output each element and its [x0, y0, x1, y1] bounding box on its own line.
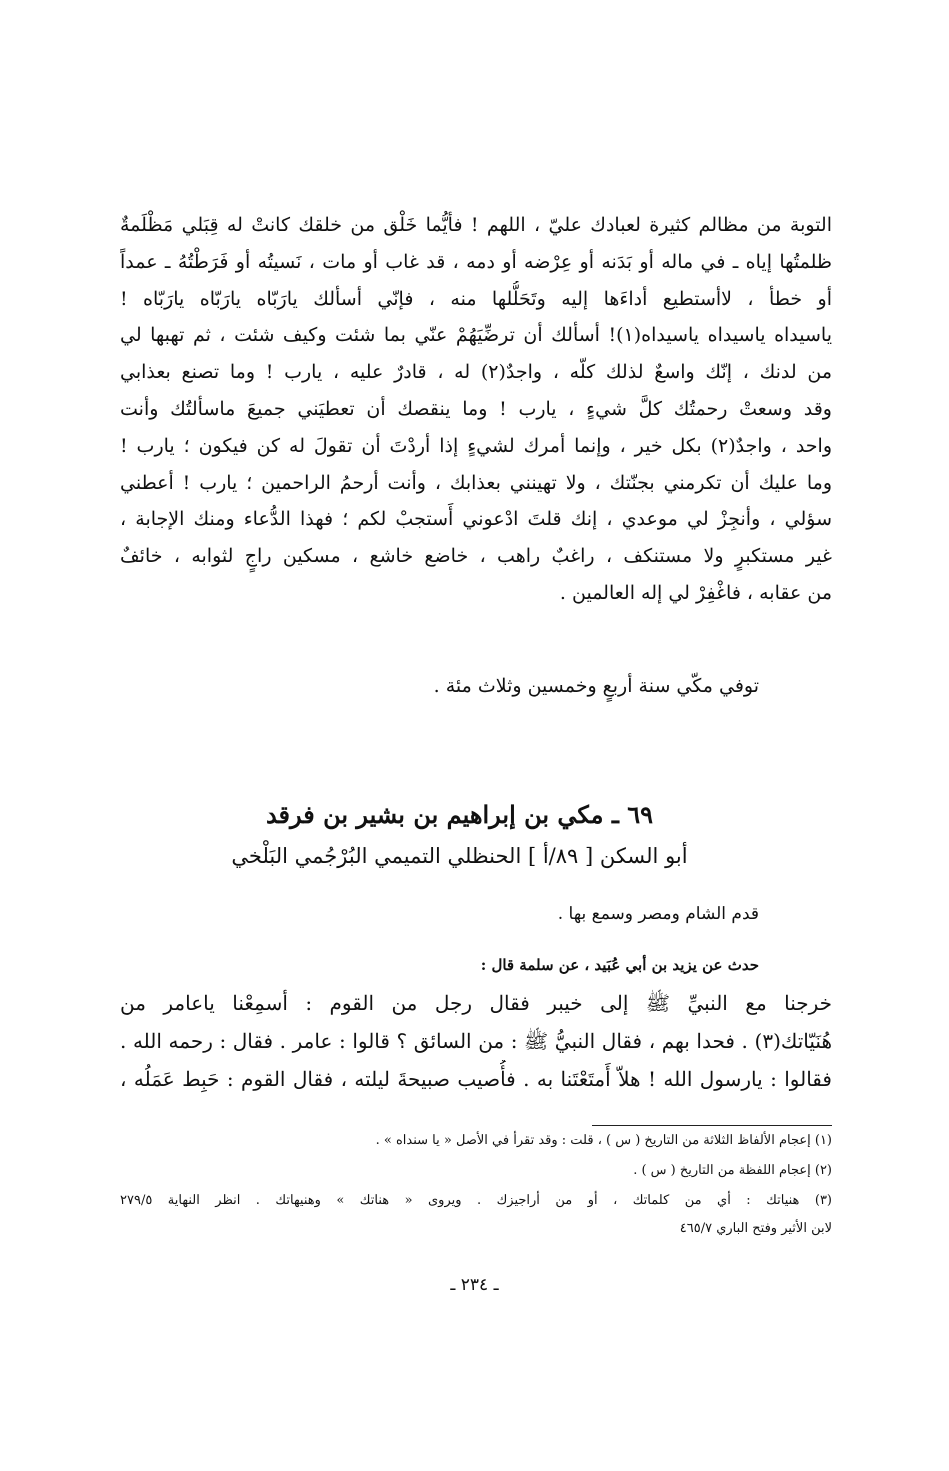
footnote-item: (٢) إعجام اللفظة من التاريخ ( س ) . — [633, 1163, 832, 1178]
hadith-paragraph — [120, 984, 832, 1098]
footnote-continuation: لابن الأثير وفتح الباري ٤٦٥/٧ — [679, 1221, 832, 1236]
footnote-item: (١) إعجام الألفاظ الثلاثة من التاريخ ( س ) ، قلت : وقد تقرأ في الأصل « يا سنداه » . — [375, 1133, 832, 1148]
paragraph-line: وقد وسعتْ رحمتُك كلَّ شيءٍ ، يارب ! وما ينقصك أن تعطيَني جميعَ ماسألتُك وأنت — [120, 397, 832, 420]
isnad-line: حدث عن يزيد بن أبي عُبَيد ، عن سلمة قال : — [480, 956, 759, 974]
paragraph-line: غير مستكبرٍ ولا مستنكف ، راغبٌ راهب ، خاضع خاشع ، مسكين راجٍ لثوابه ، خائفٌ — [120, 545, 832, 568]
hadith-line: خرجنا مع النبيِّ ﷺ إلى خيبر فقال رجل من القوم : أسمِعْنا ياعامر من — [120, 991, 832, 1015]
entry-note: قدم الشام ومصر وسمع بها . — [557, 904, 759, 924]
hadith-line: هُنَيّاتك(٣) . فحدا بهم ، فقال النبيُّ ﷺ : من السائق ؟ قالوا : عامر . فقال : رحمه الله . — [120, 1029, 832, 1053]
entry-subtitle: أبو السكن [ ٨٩/أ ] الحنظلي التميمي البُرْجُمي البَلْخي — [231, 844, 688, 868]
paragraph-line: من لدنك ، إنّك واسعٌ لذلك كلّه ، واجدٌ(٢) له ، قادرٌ عليه ، يارب ! وما تصنع بعذابي — [120, 361, 832, 384]
paragraph-line: أو خطأ ، لاأستطيع أداءَها إليه وتَحَلُّلها منه ، فإنّي أسألك يارَبّاه يارَبّاه يارَبّاه ! — [120, 287, 832, 310]
entry-title: ٦٩ ـ مكي بن إبراهيم بن بشير بن فرقد — [265, 800, 654, 829]
hadith-line: فقالوا : يارسول الله ! هلاّ أَمتَعْتَنا به . فأُصيب صبيحةَ ليلته ، فقال القوم : حَبِط عَمَلُه ، — [120, 1067, 832, 1091]
paragraph-line: التوبة من مظالم كثيرة لعبادك عليّ ، اللهم ! فأيُّما خَلْق من خلقك كانتْ له قِبَلي مَظْلَمةٌ — [120, 214, 832, 236]
footnote-item: (٣) هنياتك : أي من كلماتك ، أو من أراجيزك . ويروى « هناتك » وهنيهاتك . انظر النهاية ٢٧٩/٥ — [120, 1193, 832, 1208]
paragraph-line: من عقابه ، فاغْفِرْ لي إله العالمين . — [559, 581, 832, 604]
paragraph-line: وما عليك أن تكرمني بجنّتك ، ولا تهينني بعذابك ، وأنت أرحمُ الراحمين ؛ يارب ! أعطني — [120, 471, 832, 494]
footnotes — [120, 1126, 832, 1242]
page-number: ـ ٢٣٤ ـ — [450, 1275, 499, 1295]
death-note: توفي مكّي سنة أربعٍ وخمسين وثلاث مئة . — [433, 675, 759, 697]
paragraph-line: ظلمتُها إياه ـ في ماله أو بَدَنه أو عِرْضه أو دمه ، قد غاب أو مات ، نَسيتُه أو فَرَطْتُهُ ـ عمداً — [120, 250, 832, 273]
main-paragraph — [120, 207, 832, 612]
paragraph-line: ياسيداه ياسيداه ياسيداه(١)! أسألك أن ترضِّيَهُمْ عنّي بما شئت وكيف شئت ، ثم تهبها لي — [120, 324, 832, 347]
paragraph-line: واحد ، واجدٌ(٢) بكل خير ، وإنما أمرك لشيءٍ إذا أردْتَ أن تقولَ له كن فيكون ؛ يارب ! — [120, 434, 832, 457]
paragraph-line: سؤلي ، وأنجِزْ لي موعدي ، إنك قلتَ ادْعوني أَستجبْ لكم ؛ فهذا الدُّعاء ومنك الإجابة ، — [120, 508, 832, 531]
